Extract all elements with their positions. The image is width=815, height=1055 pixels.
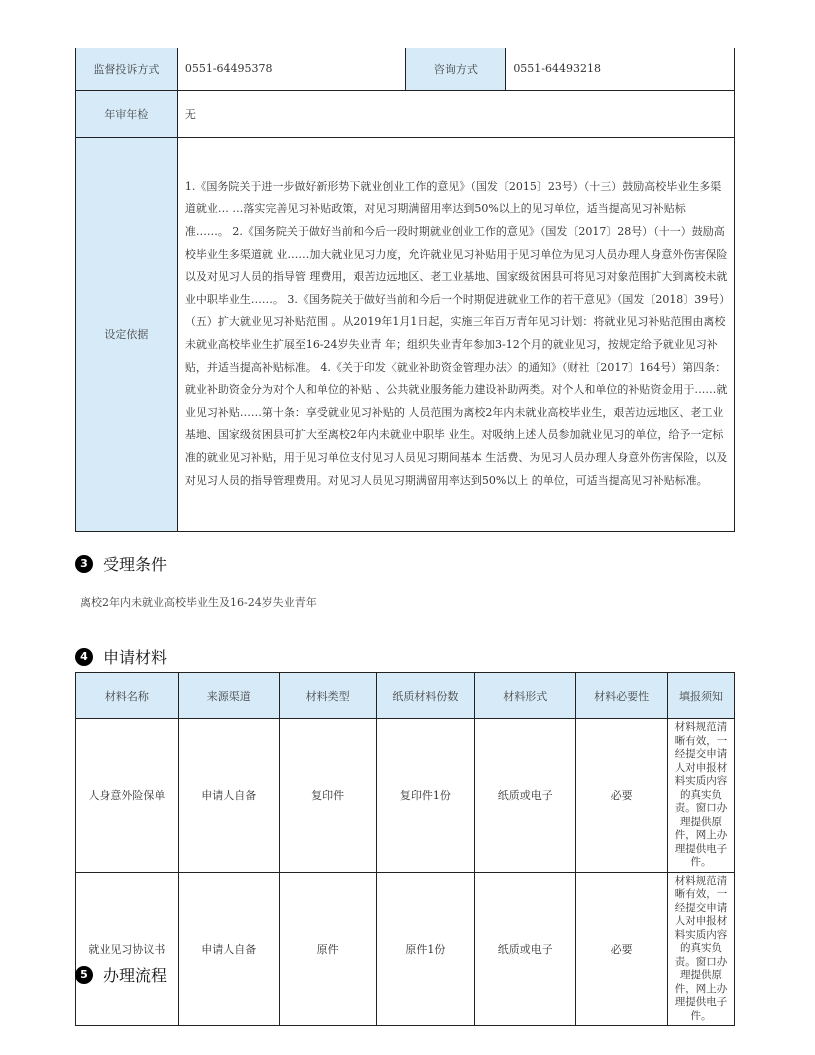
table-row	[76, 719, 735, 873]
material-copies: 复印件1份	[376, 719, 475, 873]
header-material-name: 材料名称	[76, 673, 179, 719]
header-copies: 纸质材料份数	[376, 673, 475, 719]
material-type: 复印件	[279, 719, 376, 873]
section-application-materials	[75, 645, 167, 668]
section-acceptance-conditions	[75, 552, 167, 575]
material-necessity: 必要	[576, 719, 668, 873]
consult-value: 0551-64493218	[506, 48, 735, 90]
consult-label: 咨询方式	[406, 48, 506, 90]
material-name: 就业见习协议书	[76, 872, 179, 1026]
material-form: 纸质或电子	[475, 719, 576, 873]
header-necessity: 材料必要性	[576, 673, 668, 719]
annual-check-value: 无	[177, 90, 734, 137]
header-notes: 填报须知	[668, 673, 735, 719]
material-necessity: 必要	[576, 872, 668, 1026]
section-title: 受理条件	[103, 555, 168, 574]
table-row	[76, 872, 735, 1026]
service-info-table	[75, 48, 735, 532]
material-source: 申请人自备	[178, 719, 279, 873]
legal-basis-text: 1.《国务院关于进一步做好新形势下就业创业工作的意见》（国发〔2015〕23号）（十三）鼓励高校毕业生多渠道就业… …落实完善见习补贴政策，对见习期满留用率达到50%以上的见习单位，适当提高见习补贴标准……。 2.《国务院关于做好当前和今后一段时期就业创业工作的意见》（国发〔2017〕28号）（十一）鼓励高校毕业生多渠道就 业……加大就业见习力度，允许就业见习补贴用于见习单位为见习人员办理人身意外伤害保险以及对见习人员的指导管 理费用，艰苦边远地区、老工业基地、国家级贫困县可将见习对象范围扩大到离校未就业中职毕业生……。 3.《国务院关于做好当前和今后一个时期促进就业工作的若干意见》（国发〔2018〕39号）（五）扩大就业见习补贴范围 。从2019年1月1日起，实施三年百万青年见习计划：将就业见习补贴范围由离校未就业高校毕业生扩展至16-24岁失业青 年；组织失业青年参加3-12个月的就业见习，按规定给予就业见习补贴，并适当提高补贴标准。 4.《关于印发〈就业补助资金管理办法〉的通知》（财社〔2017〕164号）第四条：就业补助资金分为对个人和单位的补贴 、公共就业服务能力建设补助两类。对个人和单位的补贴资金用于……就业见习补贴……第十条：享受就业见习补贴的 人员范围为离校2年内未就业高校毕业生，艰苦边远地区、老工业基地、国家级贫困县可扩大至离校2年内未就业中职毕 业生。对吸纳上述人员参加就业见习的单位，给予一定标准的就业见习补贴，用于见习单位支付见习人员见习期间基本 生活费、为见习人员办理人身意外伤害保险，以及对见习人员的指导管理费用。对见习人员见习期满留用率达到50%以上 的单位，可适当提高见习补贴标准。	[177, 137, 734, 531]
header-type: 材料类型	[279, 673, 376, 719]
acceptance-condition-text: 离校2年内未就业高校毕业生及16-24岁失业青年	[80, 596, 317, 609]
materials-table	[75, 672, 735, 1026]
section-process-flow	[75, 963, 167, 986]
material-name: 人身意外险保单	[76, 719, 179, 873]
number-5-icon: 5	[75, 966, 93, 984]
header-form: 材料形式	[475, 673, 576, 719]
legal-basis-label: 设定依据	[76, 137, 178, 531]
material-source: 申请人自备	[178, 872, 279, 1026]
number-4-icon: 4	[75, 648, 93, 666]
material-copies: 原件1份	[376, 872, 475, 1026]
material-type: 原件	[279, 872, 376, 1026]
material-form: 纸质或电子	[475, 872, 576, 1026]
annual-check-label: 年审年检	[76, 90, 178, 137]
complaint-label: 监督投诉方式	[76, 48, 178, 90]
number-3-icon: 3	[75, 555, 93, 573]
section-title: 办理流程	[103, 966, 168, 985]
complaint-value: 0551-64495378	[177, 48, 406, 90]
section-title: 申请材料	[103, 648, 168, 667]
material-notes: 材料规范清晰有效，一经提交申请人对申报材料实质内容的真实负责。窗口办理提供原件，网上办理提供电子件。	[668, 719, 735, 873]
material-notes: 材料规范清晰有效，一经提交申请人对申报材料实质内容的真实负责。窗口办理提供原件，网上办理提供电子件。	[668, 872, 735, 1026]
header-source: 来源渠道	[178, 673, 279, 719]
